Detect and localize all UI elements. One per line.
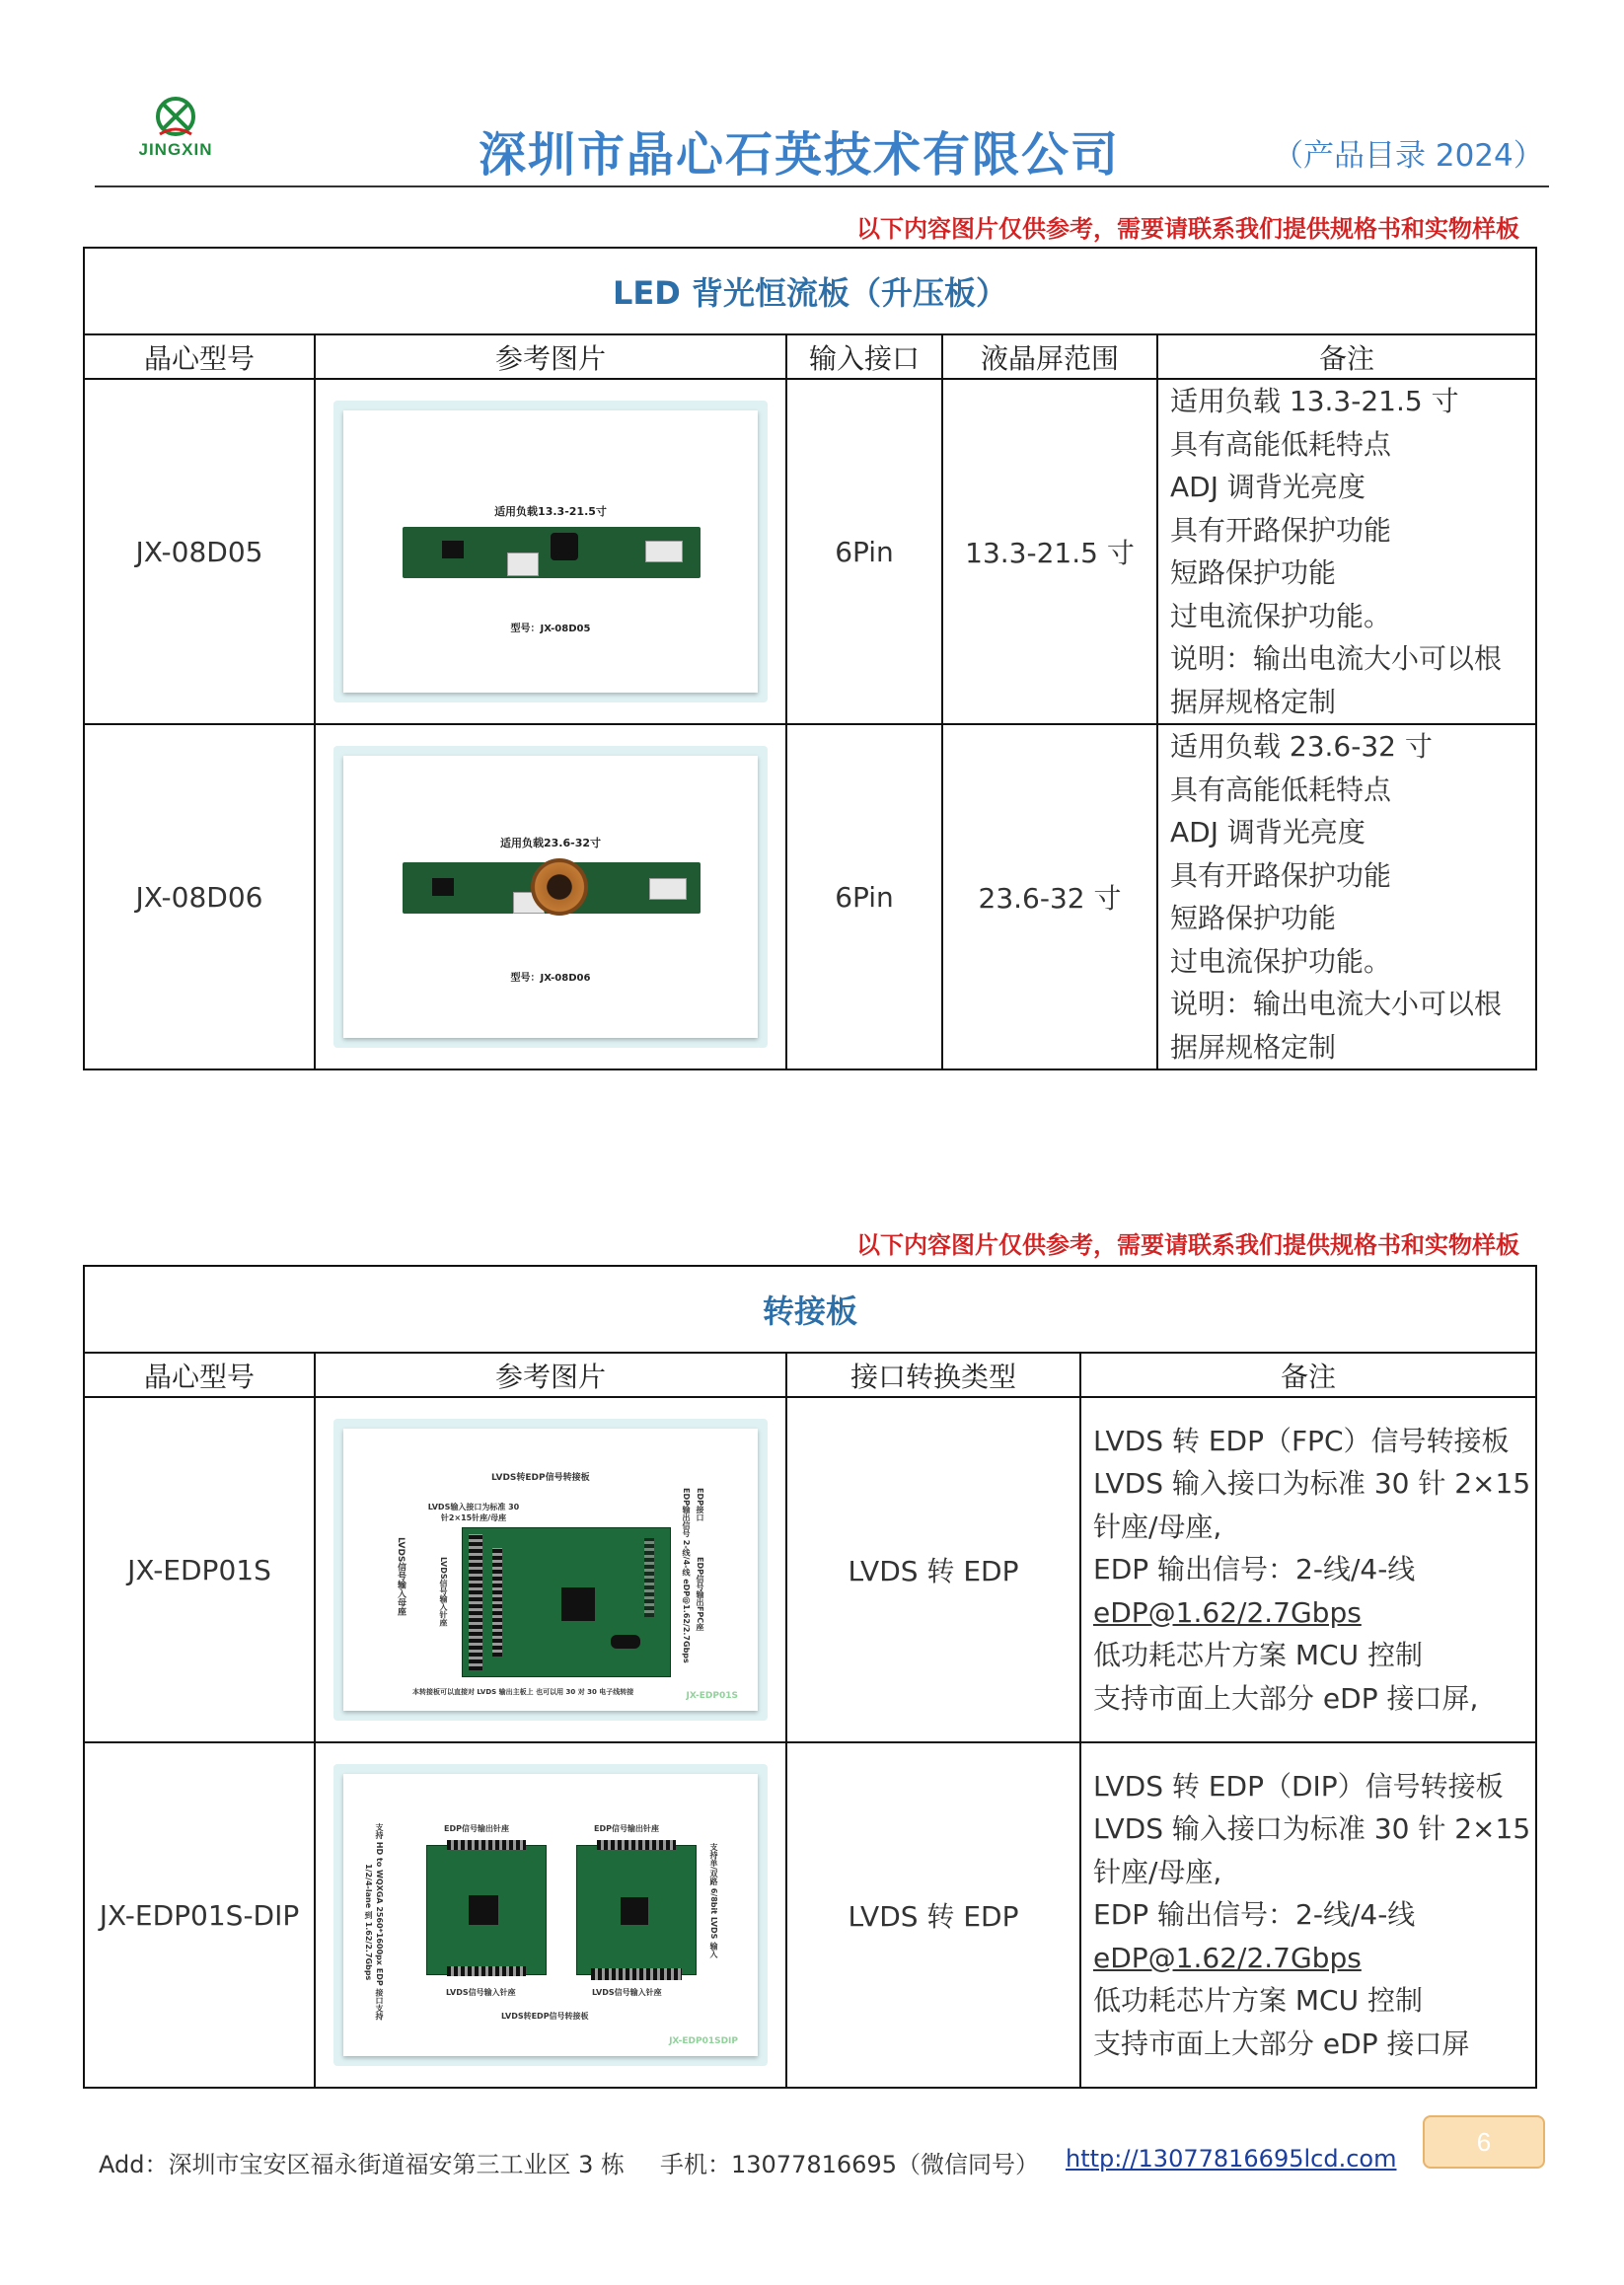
remark-line: 低功耗芯片方案 MCU 控制: [1093, 1984, 1424, 2018]
image-label: LVDS信号输入母座: [396, 1537, 406, 1616]
remark-line: 具有开路保护功能: [1170, 513, 1392, 547]
product-image: [333, 1419, 768, 1721]
reference-note: 以下内容图片仅供参考，需要请联系我们提供规格书和实物样板: [856, 1231, 1519, 1259]
remark-line: 支持市面上大部分 eDP 接口屏: [1093, 2027, 1470, 2060]
range-cell: 23.6-32 寸: [942, 724, 1157, 1069]
interface-cell: 6Pin: [786, 724, 942, 1069]
remark-line: 具有高能低耗特点: [1170, 773, 1392, 806]
remark-line: 适用负载 23.6-32 寸: [1170, 730, 1433, 763]
footer-contact: [99, 2145, 1039, 2179]
image-label: EDP信号输出针座: [594, 1824, 659, 1833]
remark-line: 具有开路保护功能: [1170, 858, 1392, 892]
remark-line: eDP@1.62/2.7Gbps: [1093, 1595, 1362, 1629]
remark-line: 针座/母座,: [1093, 1855, 1222, 1888]
image-model-label: 型号：JX-08D05: [510, 624, 591, 634]
interface-cell: 6Pin: [786, 379, 942, 724]
type-cell: LVDS 转 EDP: [786, 1742, 1080, 2088]
remark-line: 据屏规格定制: [1170, 1030, 1337, 1064]
col-header-range: 液晶屏范围: [942, 334, 1157, 379]
header-divider: [95, 185, 1549, 187]
image-watermark: JX-EDP01S: [686, 1691, 738, 1701]
image-watermark: JX-EDP01SDIP: [669, 2036, 738, 2046]
remark-line: ADJ 调背光亮度: [1170, 471, 1366, 503]
table-row: [84, 379, 1536, 724]
remark-line: 说明：输出电流大小可以根: [1170, 642, 1503, 675]
remark-line: 针座/母座,: [1093, 1510, 1222, 1543]
col-header-interface: 输入接口: [786, 334, 942, 379]
remark-line: 适用负载 13.3-21.5 寸: [1170, 385, 1459, 417]
model-cell: JX-08D06: [84, 724, 315, 1069]
product-image: [333, 746, 768, 1048]
remarks-cell: [1157, 379, 1536, 724]
remark-line: 支持市面上大部分 eDP 接口屏,: [1093, 1681, 1479, 1715]
model-cell: JX-08D05: [84, 379, 315, 724]
range-cell: 13.3-21.5 寸: [942, 379, 1157, 724]
image-label: LVDS输入接口为标准 30针2×15针座/母座: [427, 1503, 520, 1522]
table-row: [84, 1397, 1536, 1742]
table-title: LED 背光恒流板（升压板）: [84, 248, 1536, 334]
remark-line: 短路保护功能: [1170, 902, 1337, 934]
remark-line: 说明：输出电流大小可以根: [1170, 988, 1503, 1020]
image-cell: [315, 1742, 786, 2088]
image-label: LVDS信号输入针座: [592, 1988, 662, 1997]
col-header-model: 晶心型号: [84, 1353, 315, 1397]
image-cell: [315, 1397, 786, 1742]
model-cell: JX-EDP01S-DIP: [84, 1742, 315, 2088]
product-image: [333, 401, 768, 702]
page-number: 6: [1423, 2115, 1545, 2169]
col-header-image: 参考图片: [315, 1353, 786, 1397]
image-cell: [315, 379, 786, 724]
remark-line: 过电流保护功能。: [1170, 599, 1392, 632]
col-header-remarks: 备注: [1080, 1353, 1536, 1397]
website-link[interactable]: http://13077816695lcd.com: [1066, 2145, 1397, 2173]
remark-line: eDP@1.62/2.7Gbps: [1093, 1941, 1362, 1974]
image-footnote: 本转接板可以直接对 LVDS 输出主板上 也可以用 30 对 30 电子线转接: [412, 1688, 634, 1696]
remark-line: 具有高能低耗特点: [1170, 427, 1392, 461]
pcb-board: [576, 1845, 697, 1975]
image-label: EDP输出信号 2-线/4-线 eDP@1.62/2.7Gbps: [682, 1488, 691, 1663]
image-footnote: LVDS转EDP信号转接板: [501, 2012, 589, 2021]
footer-phone: 手机：13077816695（微信同号）: [660, 2151, 1039, 2178]
image-caption: 适用负载23.6-32寸: [499, 837, 601, 849]
table-title: 转接板: [84, 1266, 1536, 1353]
image-title: LVDS转EDP信号转接板: [491, 1473, 590, 1483]
remark-line: LVDS 输入接口为标准 30 针 2×15: [1093, 1467, 1531, 1501]
remark-line: 据屏规格定制: [1170, 685, 1337, 718]
image-model-label: 型号：JX-08D06: [510, 973, 591, 984]
reference-note: 以下内容图片仅供参考，需要请联系我们提供规格书和实物样板: [856, 215, 1519, 243]
pcb-board: [426, 1845, 547, 1975]
catalog-label: （产品目录 2024）: [1273, 138, 1544, 174]
image-label: 支持单/双路 6/8bit LVDS 输入: [709, 1843, 718, 1958]
image-label: EDP信号输出针座: [444, 1824, 509, 1833]
image-label: LVDS信号输入针座: [446, 1988, 516, 1997]
adapter-board-table: [83, 1265, 1537, 2089]
remark-line: 低功耗芯片方案 MCU 控制: [1093, 1639, 1424, 1672]
remark-line: ADJ 调背光亮度: [1170, 816, 1366, 848]
remarks-cell: [1080, 1742, 1536, 2088]
table-row: [84, 1742, 1536, 2088]
remark-line: LVDS 转 EDP（DIP）信号转接板: [1093, 1769, 1504, 1803]
product-image: [333, 1764, 768, 2066]
remarks-cell: [1157, 724, 1536, 1069]
table-row: [84, 724, 1536, 1069]
logo-text: JINGXIN: [138, 140, 213, 159]
remarks-cell: [1080, 1397, 1536, 1742]
remark-line: 过电流保护功能。: [1170, 944, 1392, 978]
remark-line: 短路保护功能: [1170, 556, 1337, 589]
backlight-board-table: [83, 247, 1537, 1070]
type-cell: LVDS 转 EDP: [786, 1397, 1080, 1742]
image-cell: [315, 724, 786, 1069]
inductor-coil: [531, 858, 588, 916]
remark-line: EDP 输出信号：2-线/4-线: [1093, 1898, 1416, 1932]
image-label: LVDS信号输入针座: [439, 1557, 448, 1627]
image-label: EDP接口: [696, 1488, 704, 1521]
model-cell: JX-EDP01S: [84, 1397, 315, 1742]
image-label: 支持 HD to WQXGA 2560*1600px EDP 接口支持 1/2/4-lane 到 1.62/2.7Gbps: [364, 1823, 384, 2021]
col-header-type: 接口转换类型: [786, 1353, 1080, 1397]
col-header-image: 参考图片: [315, 334, 786, 379]
col-header-model: 晶心型号: [84, 334, 315, 379]
remark-line: LVDS 输入接口为标准 30 针 2×15: [1093, 1812, 1531, 1846]
col-header-remarks: 备注: [1157, 334, 1536, 379]
company-name: 深圳市晶心石英技术有限公司: [478, 127, 1120, 183]
image-label: EDP信号输出FPC座: [696, 1557, 704, 1632]
remark-line: LVDS 转 EDP（FPC）信号转接板: [1093, 1424, 1510, 1457]
pcb-board: [462, 1527, 671, 1677]
footer-address: Add：深圳市宝安区福永街道福安第三工业区 3 栋: [99, 2151, 625, 2178]
image-caption: 适用负载13.3-21.5寸: [494, 505, 607, 518]
pcb-board: [403, 527, 701, 578]
remark-line: EDP 输出信号：2-线/4-线: [1093, 1553, 1416, 1586]
